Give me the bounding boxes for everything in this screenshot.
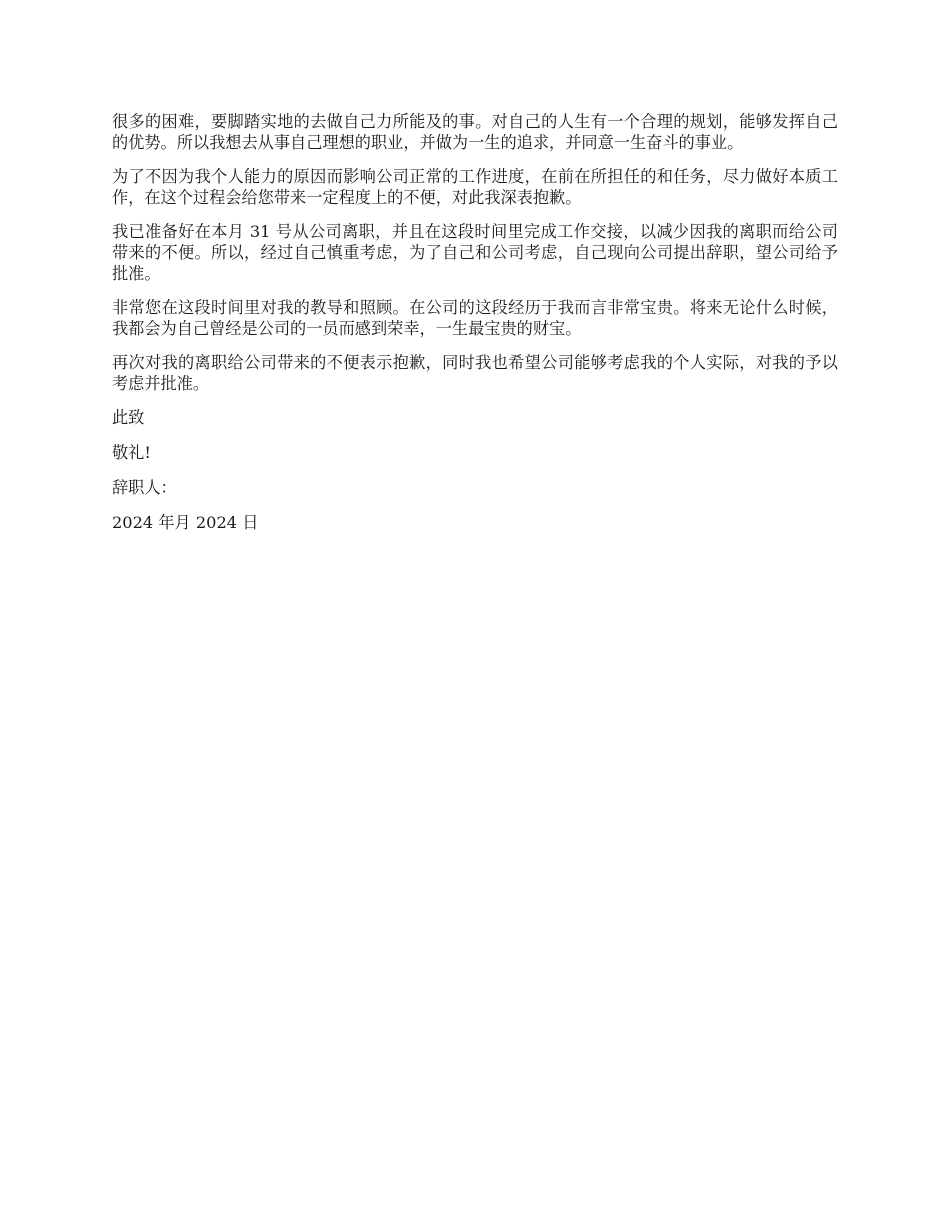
closing-text: 此致 — [112, 408, 145, 427]
document-body — [112, 111, 838, 547]
paragraph-request: 再次对我的离职给公司带来的不便表示抱歉，同时我也希望公司能够考虑我的个人实际，对我的予以考虑并批准。 — [112, 353, 838, 393]
paragraph-gratitude: 非常您在这段时间里对我的教导和照顾。在公司的这段经历于我而言非常宝贵。将来无论什么时候，我都会为自己曾经是公司的一员而感到荣幸，一生最宝贵的财宝。 — [112, 298, 838, 338]
paragraph-plan: 很多的困难，要脚踏实地的去做自己力所能及的事。对自己的人生有一个合理的规划，能够发挥自己的优势。所以我想去从事自己理想的职业，并做为一生的追求，并同意一生奋斗的事业。 — [112, 112, 838, 152]
paragraph-resignation-date: 我已准备好在本月 31 号从公司离职，并且在这段时间里完成工作交接，以减少因我的离职而给公司带来的不便。所以，经过自己慎重考虑，为了自己和公司考虑，自己现向公司提出辞职，望公司给予批准。 — [112, 222, 838, 283]
signature-label: 辞职人： — [112, 478, 177, 497]
salute-text: 敬礼! — [112, 443, 151, 462]
date-line: 2024 年月 2024 日 — [112, 513, 259, 532]
paragraph-apology: 为了不因为我个人能力的原因而影响公司正常的工作进度，在前在所担任的和任务，尽力做好本质工作，在这个过程会给您带来一定程度上的不便，对此我深表抱歉。 — [112, 167, 838, 207]
